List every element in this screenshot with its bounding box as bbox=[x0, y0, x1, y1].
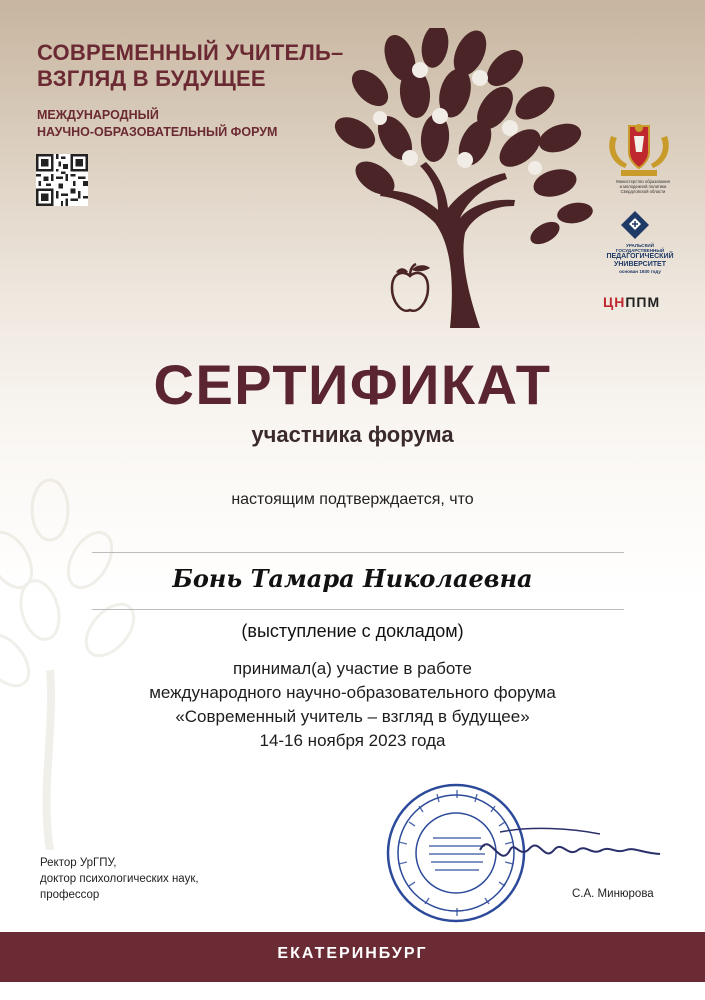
ministry-line1: Министерство образования bbox=[616, 179, 670, 184]
ministry-line3: Свердловской области bbox=[620, 189, 666, 194]
ministry-caption bbox=[603, 179, 683, 194]
participation-line3: «Современный учитель – взгляд в будущее» bbox=[175, 707, 530, 726]
forum-title bbox=[37, 40, 357, 92]
university-line2: ПЕДАГОГИЧЕСКИЙ bbox=[606, 253, 674, 260]
certificate-subtitle: участника форума bbox=[251, 422, 454, 447]
university-line4: основан 1930 году bbox=[619, 269, 661, 274]
forum-subtitle-line1: МЕЖДУНАРОДНЫЙ bbox=[37, 108, 159, 122]
university-line1: УРАЛЬСКИЙ ГОСУДАРСТВЕННЫЙ bbox=[615, 243, 665, 253]
rector-title bbox=[40, 855, 280, 903]
sverdlovsk-coat-of-arms-icon bbox=[603, 122, 675, 180]
forum-subtitle-line2: НАУЧНО-ОБРАЗОВАТЕЛЬНЫЙ ФОРУМ bbox=[37, 125, 278, 139]
cnppm-logo-part2: ППМ bbox=[625, 294, 661, 310]
forum-title-line1: СОВРЕМЕННЫЙ УЧИТЕЛЬ– bbox=[37, 40, 344, 65]
forum-title-line2: ВЗГЛЯД В БУДУЩЕЕ bbox=[37, 66, 266, 91]
participation-line2: международного научно-образовательного форума bbox=[149, 683, 556, 702]
university-caption bbox=[604, 243, 676, 274]
forum-subtitle bbox=[37, 107, 337, 141]
participation-text bbox=[0, 657, 705, 753]
name-top-divider bbox=[92, 552, 624, 553]
recipient-name: Бонь Тамара Николаевна bbox=[172, 564, 533, 593]
qr-code-icon[interactable] bbox=[36, 154, 88, 206]
participation-role: (выступление с докладом) bbox=[241, 621, 464, 641]
ministry-line2: и молодежной политики bbox=[619, 184, 667, 189]
rector-line2: доктор психологических наук, bbox=[40, 873, 199, 885]
signer-name: С.А. Минюрова bbox=[572, 888, 654, 900]
university-line3: УНИВЕРСИТЕТ bbox=[614, 261, 666, 268]
rector-line1: Ректор УрГПУ, bbox=[40, 857, 117, 869]
confirmation-text: настоящим подтверждается, что bbox=[231, 491, 474, 508]
participation-dates: 14-16 ноября 2023 года bbox=[259, 731, 446, 750]
university-logo-icon bbox=[620, 210, 650, 240]
handwritten-signature bbox=[470, 820, 670, 880]
cnppm-logo bbox=[603, 294, 683, 310]
participation-line1: принимал(а) участие в работе bbox=[233, 659, 472, 678]
rector-line3: профессор bbox=[40, 889, 100, 901]
footer-city: ЕКАТЕРИНБУРГ bbox=[277, 945, 428, 962]
apple-icon bbox=[386, 262, 434, 316]
name-bottom-divider bbox=[92, 609, 624, 610]
cnppm-logo-part1: ЦН bbox=[603, 294, 626, 310]
certificate-title: СЕРТИФИКАТ bbox=[153, 353, 552, 416]
apple-tree-icon bbox=[320, 28, 610, 328]
